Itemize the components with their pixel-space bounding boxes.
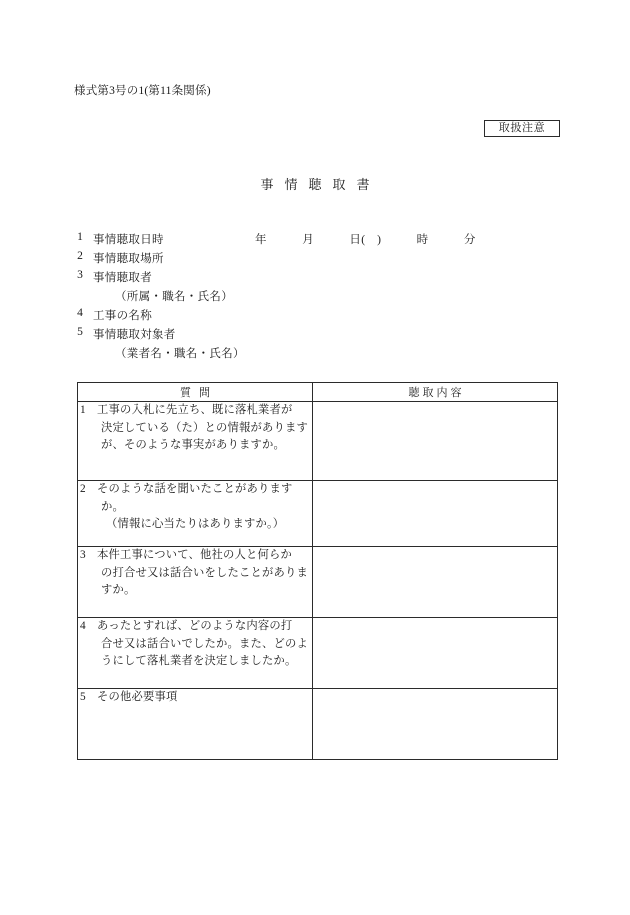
question-cell [78, 547, 313, 618]
question-number: 3 [80, 549, 86, 561]
question-cell [78, 689, 313, 760]
column-header-question: 質問 [78, 383, 313, 402]
question-line: うにして落札業者を決定しましたか。 [101, 655, 297, 667]
field-note-label: （所属・職名・氏名） [115, 291, 233, 303]
field-label: 事情聴取日時 [93, 234, 164, 246]
field-label: 事情聴取者 [93, 272, 152, 284]
question-number: 2 [80, 483, 86, 495]
field-label: 事情聴取場所 [93, 253, 164, 265]
question-line: 決定している（た）との情報があります [101, 421, 308, 434]
field-label: 事情聴取対象者 [93, 329, 176, 341]
question-cell [78, 402, 313, 481]
answer-cell[interactable] [313, 547, 558, 618]
field-number: 2 [77, 250, 83, 262]
table-row [78, 547, 558, 618]
question-line: あったとすれば、どのような内容の打 [97, 620, 293, 632]
column-header-answer: 聴取内容 [313, 383, 558, 402]
field-number: 3 [77, 269, 83, 281]
answer-cell[interactable] [313, 689, 558, 760]
form-field-location [74, 250, 544, 269]
question-line: すか。 [101, 584, 136, 596]
question-text [78, 547, 312, 600]
form-field-interviewee [74, 326, 544, 345]
question-text [78, 481, 312, 534]
question-text [78, 689, 312, 707]
field-label: 工事の名称 [93, 310, 152, 322]
form-field-list [74, 231, 544, 364]
answer-cell[interactable] [313, 618, 558, 689]
question-line: 合せ又は話合いでしたか。また、どのよ [101, 637, 308, 650]
table-row [78, 618, 558, 689]
field-note-label: （業者名・職名・氏名） [115, 348, 245, 360]
page-title: 事情聴取書 [260, 177, 381, 192]
form-field-datetime [74, 231, 544, 250]
form-field-interviewer-note [74, 288, 544, 307]
form-field-project-name [74, 307, 544, 326]
question-number: 1 [80, 404, 86, 416]
datetime-slots: 年 月 日( ) 時 分 [255, 234, 476, 246]
question-cell [78, 618, 313, 689]
table-row [78, 689, 558, 760]
table-header-row [78, 383, 558, 402]
form-field-interviewer [74, 269, 544, 288]
question-cell [78, 481, 313, 547]
question-number: 4 [80, 620, 86, 632]
question-text [78, 618, 312, 671]
field-number: 4 [77, 307, 83, 319]
answer-cell[interactable] [313, 481, 558, 547]
question-line: 本件工事について、他社の人と何らか [97, 549, 292, 561]
form-code: 様式第3号の1(第11条関係) [74, 85, 211, 97]
question-number: 5 [80, 691, 86, 703]
form-field-interviewee-note [74, 345, 544, 364]
question-paren-line: （情報に心当たりはありますか。） [106, 518, 285, 530]
question-text [78, 402, 312, 455]
question-answer-table [77, 382, 558, 760]
question-line: の打合せ又は話合いをしたことがありま [101, 566, 308, 579]
question-line: そのような話を聞いたことがあります [97, 483, 293, 495]
question-line: 工事の入札に先立ち、既に落札業者が [97, 404, 293, 416]
field-number: 1 [77, 231, 83, 243]
question-line: か。 [101, 500, 124, 513]
answer-cell[interactable] [313, 402, 558, 481]
handling-notice-label: 取扱注意 [498, 122, 546, 134]
table-row [78, 481, 558, 547]
handling-notice-stamp [484, 120, 560, 137]
table-row [78, 402, 558, 481]
question-line: その他必要事項 [97, 691, 178, 703]
field-number: 5 [77, 326, 83, 338]
question-line: が、そのような事実がありますか。 [101, 439, 285, 451]
